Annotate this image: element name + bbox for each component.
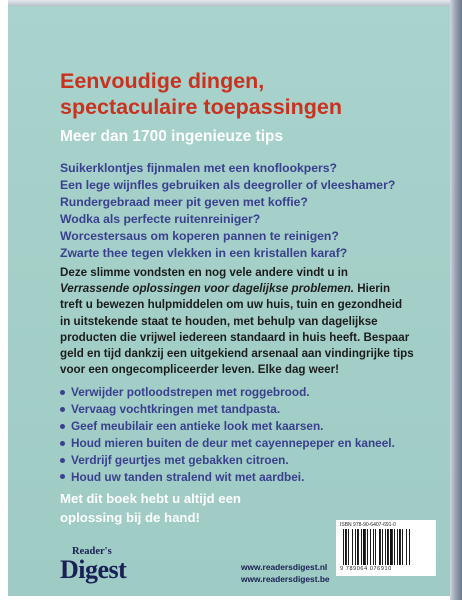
closing-line-1: Met dit boek hebt u altijd een: [60, 491, 241, 506]
barcode-digits: 9 789064 076910: [340, 566, 392, 572]
bullet-icon: [60, 441, 65, 446]
barcode-bar: [345, 529, 347, 565]
closing-line-2: oplossing bij de hand!: [60, 509, 200, 525]
tip-item: [60, 401, 440, 418]
subtitle: Meer dan 1700 ingenieuze tips: [60, 128, 284, 145]
tip-text: Verdrijf geurtjes met gebakken citroen.: [71, 452, 289, 467]
barcode-bar: [397, 529, 398, 565]
question-item: Wodka als perfecte ruitenreiniger?: [60, 212, 261, 226]
barcode-label: [336, 520, 436, 576]
barcode-bar: [352, 529, 353, 565]
question-item: Worcestersaus om koperen pannen te reinigen?: [60, 229, 339, 243]
isbn-text: ISBN 978-90-6407-691-0: [340, 522, 396, 528]
barcode-bar: [373, 529, 374, 565]
tip-text: Houd uw tanden stralend wit met aardbei.: [71, 469, 305, 484]
barcode-bar: [387, 529, 389, 565]
bullet-icon: [60, 474, 65, 479]
barcode-icon: [342, 529, 430, 565]
barcode-bar: [402, 529, 403, 565]
closing-statement: [60, 490, 310, 527]
body-intro: Deze slimme vondsten en nog vele andere vindt u in: [60, 266, 348, 279]
bullet-icon: [60, 458, 65, 463]
question-item: Een lege wijnfles gebruiken als deegroller of vleeshamer?: [60, 178, 396, 192]
barcode-bar: [390, 529, 393, 565]
bullet-icon: [60, 424, 65, 429]
barcode-bar: [382, 529, 383, 565]
tip-text: Vervaag vochtkringen met tandpasta.: [71, 401, 281, 416]
barcode-bar: [379, 529, 381, 565]
barcode-bar: [348, 529, 349, 565]
question-item: Zwarte thee tegen vlekken in een kristallen karaf?: [60, 246, 348, 260]
tip-text: Verwijder potloodstrepen met roggebrood.: [71, 385, 310, 399]
barcode-bar: [361, 529, 362, 565]
barcode-bar: [343, 529, 344, 565]
tip-text: Geef meubilair een antieke look met kaarsen.: [71, 418, 324, 433]
book-spine-edge: [450, 0, 462, 600]
tip-item: [60, 435, 440, 452]
barcode-bar: [409, 529, 410, 565]
question-item: Rundergebraad meer pit geven met koffie?: [60, 195, 308, 209]
website-url: www.readersdigest.be: [241, 574, 330, 584]
tip-item: [60, 452, 440, 469]
question-item: Suikerklontjes fijnmalen met een knoflookpers?: [60, 161, 337, 175]
barcode-bar: [394, 529, 395, 565]
tip-list: [60, 384, 440, 485]
barcode-bar: [363, 529, 366, 565]
headline-line-2: spectaculaire toepassingen: [60, 95, 342, 119]
barcode-bar: [370, 529, 371, 565]
barcode-bar: [406, 529, 407, 565]
headline: [60, 68, 420, 120]
barcode-bar: [385, 529, 386, 565]
bullet-icon: [60, 407, 65, 412]
tip-item: [60, 469, 440, 486]
question-list: [60, 160, 430, 262]
logo-digest-text: Digest: [60, 555, 127, 584]
barcode-bar: [357, 529, 359, 565]
book-title-italic: Verrassende oplossingen voor dagelijkse problemen.: [60, 282, 355, 296]
barcode-bar: [375, 529, 376, 565]
website-url: www.readersdigest.nl: [241, 562, 328, 572]
tip-item: [60, 418, 440, 435]
barcode-bar: [355, 529, 356, 565]
body-paragraph: [60, 265, 415, 378]
body-rest: Hierin treft u bewezen hulpmiddelen om uw huis, tuin en gezondheid in uitstekende staat te houden, met behulp van dagelijkse producten die vrijwel iedereen standaard in huis heeft. Bespaar geld en tijd dankzij een uitgekiend arsenaal aan vindingrijke tips voor een ongecompliceerder leven. Elke dag weer!: [60, 282, 414, 377]
barcode-bar: [367, 529, 368, 565]
website-list: [241, 561, 330, 585]
tip-item: [60, 384, 440, 401]
tip-text: Houd mieren buiten de deur met cayennepeper en kaneel.: [71, 435, 395, 450]
bullet-icon: [60, 390, 65, 395]
logo-readers-text: Reader's: [72, 546, 112, 557]
readers-digest-logo: [60, 546, 150, 586]
barcode-bar: [399, 529, 401, 565]
headline-line-1: Eenvoudige dingen,: [60, 69, 265, 93]
back-cover: [8, 6, 450, 596]
